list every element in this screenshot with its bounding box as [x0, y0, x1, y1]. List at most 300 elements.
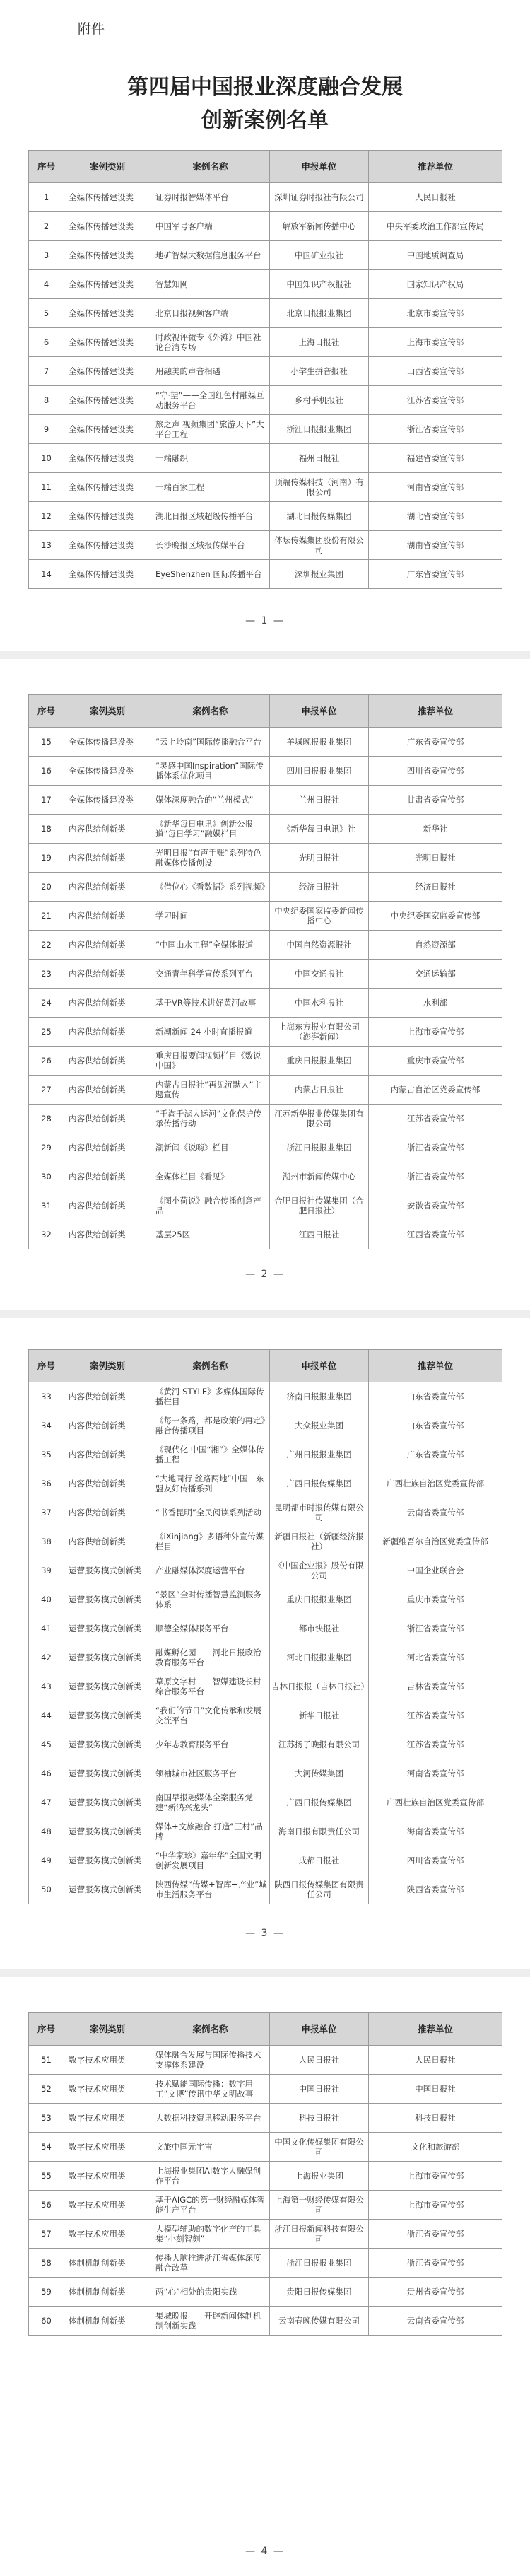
- cell-recommender: 重庆市委宣传部: [369, 1047, 502, 1076]
- page-3: [0, 1318, 530, 1969]
- cell-recommender: 国家知识产权局: [369, 270, 502, 299]
- cell-recommender: 浙江省委宣传部: [369, 2249, 502, 2278]
- cell-index: 43: [29, 1672, 64, 1701]
- cell-applicant: 大众报业集团: [270, 1411, 369, 1440]
- cell-index: 53: [29, 2104, 64, 2133]
- table-row: [29, 728, 502, 757]
- cell-category: 内容供给创新类: [64, 1527, 151, 1556]
- cell-applicant: 中央纪委国家监委新闻传播中心: [270, 902, 369, 931]
- page-1: [0, 0, 530, 651]
- cell-index: 27: [29, 1076, 64, 1105]
- cell-applicant: 顶端传媒科技（河南）有限公司: [270, 473, 369, 502]
- cell-category: 全媒体传播建设类: [64, 357, 151, 386]
- table-row: [29, 2075, 502, 2104]
- cell-recommender: 上海市委宣传部: [369, 2162, 502, 2191]
- cell-index: 16: [29, 757, 64, 786]
- cell-case-name: 内蒙古日报社“再见沉默人”主题宣传: [151, 1076, 270, 1105]
- cell-case-name: 两“心”相处的贵阳实践: [151, 2278, 270, 2307]
- cell-index: 1: [29, 183, 64, 212]
- cell-applicant: 上海东方报业有限公司（澎湃新闻）: [270, 1018, 369, 1047]
- header-index: 序号: [29, 695, 64, 728]
- header-case-name: 案例名称: [151, 2013, 270, 2046]
- cell-index: 42: [29, 1643, 64, 1672]
- cell-case-name: 媒体+文旅融合 打造“三村”品牌: [151, 1817, 270, 1846]
- document-title-line-2: 创新案例名单: [201, 108, 329, 133]
- header-applicant: 申报单位: [270, 151, 369, 183]
- cell-category: 运营服务模式创新类: [64, 1730, 151, 1759]
- table-row: [29, 386, 502, 415]
- cell-recommender: 上海市委宣传部: [369, 2191, 502, 2220]
- cell-category: 内容供给创新类: [64, 1411, 151, 1440]
- table-row: [29, 241, 502, 270]
- cell-case-name: “灵感中国Inspiration”国际传播体系优化项目: [151, 757, 270, 786]
- cell-case-name: 传播大脑推进浙江省媒体深度融合改革: [151, 2249, 270, 2278]
- cell-index: 32: [29, 1220, 64, 1249]
- cell-index: 56: [29, 2191, 64, 2220]
- cell-index: 31: [29, 1191, 64, 1220]
- cell-applicant: 四川日报报业集团: [270, 757, 369, 786]
- cell-index: 26: [29, 1047, 64, 1076]
- cell-recommender: 交通运输部: [369, 960, 502, 989]
- cell-case-name: 长沙晚报区域报传媒平台: [151, 531, 270, 560]
- cell-recommender: 陕西省委宣传部: [369, 1875, 502, 1904]
- cell-index: 36: [29, 1469, 64, 1498]
- cell-index: 11: [29, 473, 64, 502]
- cell-recommender: 江苏省委宣传部: [369, 386, 502, 415]
- cell-recommender: 新华社: [369, 815, 502, 844]
- cell-category: 内容供给创新类: [64, 815, 151, 844]
- cell-case-name: 大数据科技资讯移动服务平台: [151, 2104, 270, 2133]
- table-row: [29, 2104, 502, 2133]
- table-row: [29, 502, 502, 531]
- cell-applicant: 解放军新闻传播中心: [270, 212, 369, 241]
- cell-applicant: 广州日报报业集团: [270, 1440, 369, 1469]
- cell-applicant: 上海日报社: [270, 328, 369, 357]
- cell-case-name: 融媒孵化园——河北日报政治教育服务平台: [151, 1643, 270, 1672]
- cell-category: 全媒体传播建设类: [64, 241, 151, 270]
- cell-applicant: 小学生拼音报社: [270, 357, 369, 386]
- cell-index: 3: [29, 241, 64, 270]
- cell-case-name: 陕西传媒“传媒+智库+产业”城市生活服务平台: [151, 1875, 270, 1904]
- cell-category: 运营服务模式创新类: [64, 1817, 151, 1846]
- cell-case-name: 上海报业集团AI数字人融媒创作平台: [151, 2162, 270, 2191]
- cell-applicant: 江苏新华报业传媒集团有限公司: [270, 1105, 369, 1133]
- cell-recommender: 江苏省委宣传部: [369, 1730, 502, 1759]
- cell-index: 47: [29, 1788, 64, 1817]
- table-row: [29, 2220, 502, 2249]
- cell-case-name: 潮新闻《说嗨》栏目: [151, 1133, 270, 1162]
- cell-applicant: 浙江日报报业集团: [270, 2249, 369, 2278]
- page-separator: [0, 651, 530, 659]
- table-row: [29, 2307, 502, 2336]
- table-row: [29, 357, 502, 386]
- table-row: [29, 560, 502, 589]
- table-row: [29, 1846, 502, 1875]
- cell-case-name: 湖北日报区域超级传播平台: [151, 502, 270, 531]
- cell-index: 12: [29, 502, 64, 531]
- cell-applicant: 都市快报社: [270, 1614, 369, 1643]
- cell-index: 17: [29, 786, 64, 815]
- cell-category: 内容供给创新类: [64, 1076, 151, 1105]
- cell-case-name: 中国军号客户端: [151, 212, 270, 241]
- table-row: [29, 299, 502, 328]
- cell-applicant: 《中国企业报》股份有限公司: [270, 1556, 369, 1585]
- cell-recommender: 云南省委宣传部: [369, 1498, 502, 1527]
- cell-recommender: 广东省委宣传部: [369, 1440, 502, 1469]
- cell-case-name: EyeShenzhen 国际传播平台: [151, 560, 270, 589]
- cell-index: 30: [29, 1162, 64, 1191]
- cell-recommender: 吉林省委宣传部: [369, 1672, 502, 1701]
- header-index: 序号: [29, 151, 64, 183]
- header-recommender: 推荐单位: [369, 151, 502, 183]
- cell-case-name: 用融美的声音相遇: [151, 357, 270, 386]
- table-row: [29, 1788, 502, 1817]
- table-row: [29, 1191, 502, 1220]
- cell-case-name: 时政视评微专《外滩》中国社论台湾专场: [151, 328, 270, 357]
- cases-table-page-4: [28, 2012, 502, 2336]
- cell-index: 18: [29, 815, 64, 844]
- cell-case-name: 新潮新闻 24 小时直播报道: [151, 1018, 270, 1047]
- cell-case-name: “我们的节日”文化传承和发展交流平台: [151, 1701, 270, 1730]
- cell-index: 52: [29, 2075, 64, 2104]
- table-row: [29, 1220, 502, 1249]
- cell-case-name: 《借位心《看数据》系列视频》: [151, 873, 270, 902]
- cell-recommender: 四川省委宣传部: [369, 757, 502, 786]
- cell-case-name: 少年志教育服务平台: [151, 1730, 270, 1759]
- header-recommender: 推荐单位: [369, 2013, 502, 2046]
- cell-applicant: 体坛传媒集团股份有限公司: [270, 531, 369, 560]
- cell-case-name: 交通青年科学宣传系列平台: [151, 960, 270, 989]
- header-applicant: 申报单位: [270, 2013, 369, 2046]
- cell-applicant: 福州日报社: [270, 444, 369, 473]
- cell-category: 内容供给创新类: [64, 873, 151, 902]
- cell-applicant: 贵阳日报传媒集团: [270, 2278, 369, 2307]
- table-row: [29, 844, 502, 873]
- cell-applicant: 湖北日报传媒集团: [270, 502, 369, 531]
- cell-category: 全媒体传播建设类: [64, 386, 151, 415]
- cell-category: 内容供给创新类: [64, 1133, 151, 1162]
- cell-index: 19: [29, 844, 64, 873]
- table-row: [29, 328, 502, 357]
- header-index: 序号: [29, 2013, 64, 2046]
- cell-applicant: 深圳证券时报社有限公司: [270, 183, 369, 212]
- cell-case-name: 旅之声 视频集团“旅游天下”大平台工程: [151, 415, 270, 444]
- cell-category: 全媒体传播建设类: [64, 444, 151, 473]
- cell-applicant: 济南日报报业集团: [270, 1382, 369, 1411]
- table-row: [29, 1133, 502, 1162]
- table-row: [29, 1701, 502, 1730]
- page-separator: [0, 1310, 530, 1318]
- cell-applicant: 大河传媒集团: [270, 1759, 369, 1788]
- cell-index: 22: [29, 931, 64, 960]
- cell-applicant: 中国文化传媒集团有限公司: [270, 2133, 369, 2162]
- cell-applicant: 浙江日报新闻科技有限公司: [270, 2220, 369, 2249]
- cell-applicant: 江苏扬子晚报有限公司: [270, 1730, 369, 1759]
- cell-category: 内容供给创新类: [64, 1382, 151, 1411]
- page-number: — 2 —: [245, 1269, 285, 1280]
- cell-index: 54: [29, 2133, 64, 2162]
- cell-category: 全媒体传播建设类: [64, 786, 151, 815]
- table-row: [29, 2249, 502, 2278]
- cell-recommender: 湖北省委宣传部: [369, 502, 502, 531]
- cell-case-name: “中华家珍》嘉年华”全国文明创新发展项目: [151, 1846, 270, 1875]
- cell-applicant: 新华日报社: [270, 1701, 369, 1730]
- cell-category: 运营服务模式创新类: [64, 1846, 151, 1875]
- cell-category: 体制机制创新类: [64, 2249, 151, 2278]
- cell-applicant: 昆明都市时报传媒有限公司: [270, 1498, 369, 1527]
- cell-index: 8: [29, 386, 64, 415]
- table-row: [29, 1527, 502, 1556]
- cell-applicant: 吉林日报报（吉林日报社）: [270, 1672, 369, 1701]
- cell-recommender: 海南省委宣传部: [369, 1817, 502, 1846]
- cell-category: 内容供给创新类: [64, 1440, 151, 1469]
- cell-case-name: 重庆日报要闻视频栏目《数说中国》: [151, 1047, 270, 1076]
- cell-index: 55: [29, 2162, 64, 2191]
- cell-case-name: “书香昆明”全民阅读系列活动: [151, 1498, 270, 1527]
- table-row: [29, 931, 502, 960]
- cell-recommender: 江苏省委宣传部: [369, 1105, 502, 1133]
- table-row: [29, 1411, 502, 1440]
- table-row: [29, 1585, 502, 1614]
- cell-applicant: 上海报业集团: [270, 2162, 369, 2191]
- cell-applicant: 光明日报社: [270, 844, 369, 873]
- cell-index: 5: [29, 299, 64, 328]
- table-row: [29, 1643, 502, 1672]
- cell-category: 全媒体传播建设类: [64, 270, 151, 299]
- table-row: [29, 786, 502, 815]
- header-category: 案例类别: [64, 151, 151, 183]
- cell-applicant: 重庆日报报业集团: [270, 1047, 369, 1076]
- cell-case-name: 一端百家工程: [151, 473, 270, 502]
- cell-case-name: 《现代化 中国“湘”》全媒体传播工程: [151, 1440, 270, 1469]
- cell-category: 运营服务模式创新类: [64, 1759, 151, 1788]
- cell-case-name: 北京日报视频客户端: [151, 299, 270, 328]
- cell-recommender: 广西壮族自治区党委宣传部: [369, 1788, 502, 1817]
- table-row: [29, 960, 502, 989]
- cell-category: 体制机制创新类: [64, 2307, 151, 2336]
- table-row: [29, 873, 502, 902]
- cell-case-name: 基于VR等技术讲好黄河故事: [151, 989, 270, 1018]
- cell-category: 内容供给创新类: [64, 989, 151, 1018]
- page-4: [0, 1977, 530, 2576]
- cell-case-name: 地矿智媒大数据信息服务平台: [151, 241, 270, 270]
- cell-applicant: 陕西日报传媒集团有限责任公司: [270, 1875, 369, 1904]
- cell-index: 35: [29, 1440, 64, 1469]
- cell-applicant: 中国水利报社: [270, 989, 369, 1018]
- cell-recommender: 浙江省委宣传部: [369, 1614, 502, 1643]
- cell-recommender: 经济日报社: [369, 873, 502, 902]
- cell-index: 57: [29, 2220, 64, 2249]
- cell-case-name: “大地同行 丝路两地”中国—东盟友好传播系列: [151, 1469, 270, 1498]
- cell-recommender: 中国地质调查局: [369, 241, 502, 270]
- cell-index: 10: [29, 444, 64, 473]
- cell-applicant: 羊城晚报报业集团: [270, 728, 369, 757]
- table-row: [29, 212, 502, 241]
- page-2: [0, 659, 530, 1310]
- cell-case-name: 《iXinjiang》多语种外宣传媒栏目: [151, 1527, 270, 1556]
- cell-case-name: 智慧知网: [151, 270, 270, 299]
- cell-applicant: 兰州日报社: [270, 786, 369, 815]
- cell-index: 33: [29, 1382, 64, 1411]
- cell-applicant: 广西日报传媒集团: [270, 1788, 369, 1817]
- cell-recommender: 中央军委政治工作部宣传局: [369, 212, 502, 241]
- cell-applicant: 上海第一财经传媒有限公司: [270, 2191, 369, 2220]
- cell-applicant: 中国知识产权报社: [270, 270, 369, 299]
- cell-recommender: 中国日报社: [369, 2075, 502, 2104]
- cell-index: 25: [29, 1018, 64, 1047]
- cell-case-name: 集城晚报——开辟新闻体制机制创新实践: [151, 2307, 270, 2336]
- cell-recommender: 浙江省委宣传部: [369, 415, 502, 444]
- cell-case-name: “千淘千滤大运河”文化保护传承传播行动: [151, 1105, 270, 1133]
- cases-table-page-1: [28, 150, 502, 589]
- table-row: [29, 902, 502, 931]
- cell-category: 运营服务模式创新类: [64, 1585, 151, 1614]
- cell-recommender: 上海市委宣传部: [369, 328, 502, 357]
- cell-case-name: 《黄河 STYLE》多媒体国际传播栏目: [151, 1382, 270, 1411]
- cell-category: 全媒体传播建设类: [64, 212, 151, 241]
- header-applicant: 申报单位: [270, 695, 369, 728]
- cell-recommender: 内蒙古自治区党委宣传部: [369, 1076, 502, 1105]
- cell-category: 数字技术应用类: [64, 2075, 151, 2104]
- cell-index: 60: [29, 2307, 64, 2336]
- cell-category: 运营服务模式创新类: [64, 1556, 151, 1585]
- cell-recommender: 重庆市委宣传部: [369, 1585, 502, 1614]
- cell-applicant: 江西日报社: [270, 1220, 369, 1249]
- cases-table-page-2: [28, 694, 502, 1249]
- cell-index: 34: [29, 1411, 64, 1440]
- cell-applicant: 海南日报有限责任公司: [270, 1817, 369, 1846]
- cell-index: 6: [29, 328, 64, 357]
- cell-category: 内容供给创新类: [64, 1047, 151, 1076]
- cell-category: 全媒体传播建设类: [64, 328, 151, 357]
- cell-applicant: 中国日报社: [270, 2075, 369, 2104]
- cell-recommender: 安徽省委宣传部: [369, 1191, 502, 1220]
- cell-index: 29: [29, 1133, 64, 1162]
- cell-case-name: 媒体深度融合的“兰州模式”: [151, 786, 270, 815]
- cell-recommender: 湖南省委宣传部: [369, 531, 502, 560]
- table-row: [29, 2133, 502, 2162]
- cell-index: 23: [29, 960, 64, 989]
- cell-index: 2: [29, 212, 64, 241]
- cell-recommender: 山东省委宣传部: [369, 1411, 502, 1440]
- cell-applicant: 浙江日报报业集团: [270, 415, 369, 444]
- cell-category: 内容供给创新类: [64, 960, 151, 989]
- table-row: [29, 1047, 502, 1076]
- cell-applicant: 中国矿业报社: [270, 241, 369, 270]
- table-row: [29, 1382, 502, 1411]
- attachment-label: 附件: [78, 21, 105, 37]
- cell-recommender: 自然资源部: [369, 931, 502, 960]
- cell-case-name: 顺德全媒体服务平台: [151, 1614, 270, 1643]
- cell-category: 数字技术应用类: [64, 2220, 151, 2249]
- header-case-name: 案例名称: [151, 695, 270, 728]
- cell-category: 全媒体传播建设类: [64, 560, 151, 589]
- cell-category: 运营服务模式创新类: [64, 1614, 151, 1643]
- cell-index: 4: [29, 270, 64, 299]
- cell-recommender: 福建省委宣传部: [369, 444, 502, 473]
- table-row: [29, 444, 502, 473]
- cell-recommender: 浙江省委宣传部: [369, 1162, 502, 1191]
- cell-applicant: 合肥日报社传媒集团（合肥日报社）: [270, 1191, 369, 1220]
- cases-table-page-3: [28, 1349, 502, 1904]
- table-row: [29, 1105, 502, 1133]
- cell-index: 40: [29, 1585, 64, 1614]
- cell-case-name: “景区”全时传播智慧监测服务体系: [151, 1585, 270, 1614]
- cell-recommender: 浙江省委宣传部: [369, 1133, 502, 1162]
- table-row: [29, 270, 502, 299]
- cell-applicant: 云南春晚传媒有限公司: [270, 2307, 369, 2336]
- cell-applicant: 《新华每日电讯》社: [270, 815, 369, 844]
- cell-index: 46: [29, 1759, 64, 1788]
- cell-applicant: 科技日报社: [270, 2104, 369, 2133]
- table-row: [29, 1730, 502, 1759]
- cell-applicant: 深圳报业集团: [270, 560, 369, 589]
- cell-applicant: 中国交通报社: [270, 960, 369, 989]
- cell-case-name: “中国山水工程”全媒体报道: [151, 931, 270, 960]
- cell-index: 41: [29, 1614, 64, 1643]
- cell-recommender: 光明日报社: [369, 844, 502, 873]
- table-row: [29, 1469, 502, 1498]
- table-row: [29, 1498, 502, 1527]
- table-row: [29, 1759, 502, 1788]
- document-title-line-1: 第四届中国报业深度融合发展: [127, 75, 403, 100]
- cell-index: 45: [29, 1730, 64, 1759]
- cell-index: 49: [29, 1846, 64, 1875]
- cell-case-name: 基层25区: [151, 1220, 270, 1249]
- cell-applicant: 湖州市新闻传媒中心: [270, 1162, 369, 1191]
- cell-index: 51: [29, 2046, 64, 2075]
- cell-recommender: 人民日报社: [369, 183, 502, 212]
- table-row: [29, 1556, 502, 1585]
- cell-applicant: 成都日报社: [270, 1846, 369, 1875]
- header-category: 案例类别: [64, 1350, 151, 1382]
- cell-recommender: 新疆维吾尔自治区党委宣传部: [369, 1527, 502, 1556]
- cell-index: 14: [29, 560, 64, 589]
- cell-category: 全媒体传播建设类: [64, 502, 151, 531]
- cell-case-name: 《新华每日电讯》创新公报道“每日学习”融媒栏目: [151, 815, 270, 844]
- cell-index: 9: [29, 415, 64, 444]
- header-case-name: 案例名称: [151, 151, 270, 183]
- table-row: [29, 2162, 502, 2191]
- cell-case-name: 技术赋能国际传播：数字用工“文博”传讯中华文明故事: [151, 2075, 270, 2104]
- cell-category: 内容供给创新类: [64, 844, 151, 873]
- table-row: [29, 415, 502, 444]
- cell-recommender: 山东省委宣传部: [369, 1382, 502, 1411]
- cell-index: 7: [29, 357, 64, 386]
- table-row: [29, 1875, 502, 1904]
- cell-applicant: 经济日报社: [270, 873, 369, 902]
- cell-recommender: 水利部: [369, 989, 502, 1018]
- cell-case-name: “守·望”——全国红色村融媒互动服务平台: [151, 386, 270, 415]
- cell-index: 44: [29, 1701, 64, 1730]
- cell-category: 数字技术应用类: [64, 2104, 151, 2133]
- cell-index: 39: [29, 1556, 64, 1585]
- cell-category: 运营服务模式创新类: [64, 1701, 151, 1730]
- cell-recommender: 浙江省委宣传部: [369, 2220, 502, 2249]
- cell-category: 数字技术应用类: [64, 2046, 151, 2075]
- cell-recommender: 江苏省委宣传部: [369, 1701, 502, 1730]
- table-row: [29, 2278, 502, 2307]
- cell-category: 内容供给创新类: [64, 1469, 151, 1498]
- table-row: [29, 1672, 502, 1701]
- cell-applicant: 重庆日报报业集团: [270, 1585, 369, 1614]
- cell-index: 21: [29, 902, 64, 931]
- cell-applicant: 浙江日报报业集团: [270, 1133, 369, 1162]
- cell-category: 内容供给创新类: [64, 1018, 151, 1047]
- cell-category: 内容供给创新类: [64, 902, 151, 931]
- cell-index: 58: [29, 2249, 64, 2278]
- table-row: [29, 531, 502, 560]
